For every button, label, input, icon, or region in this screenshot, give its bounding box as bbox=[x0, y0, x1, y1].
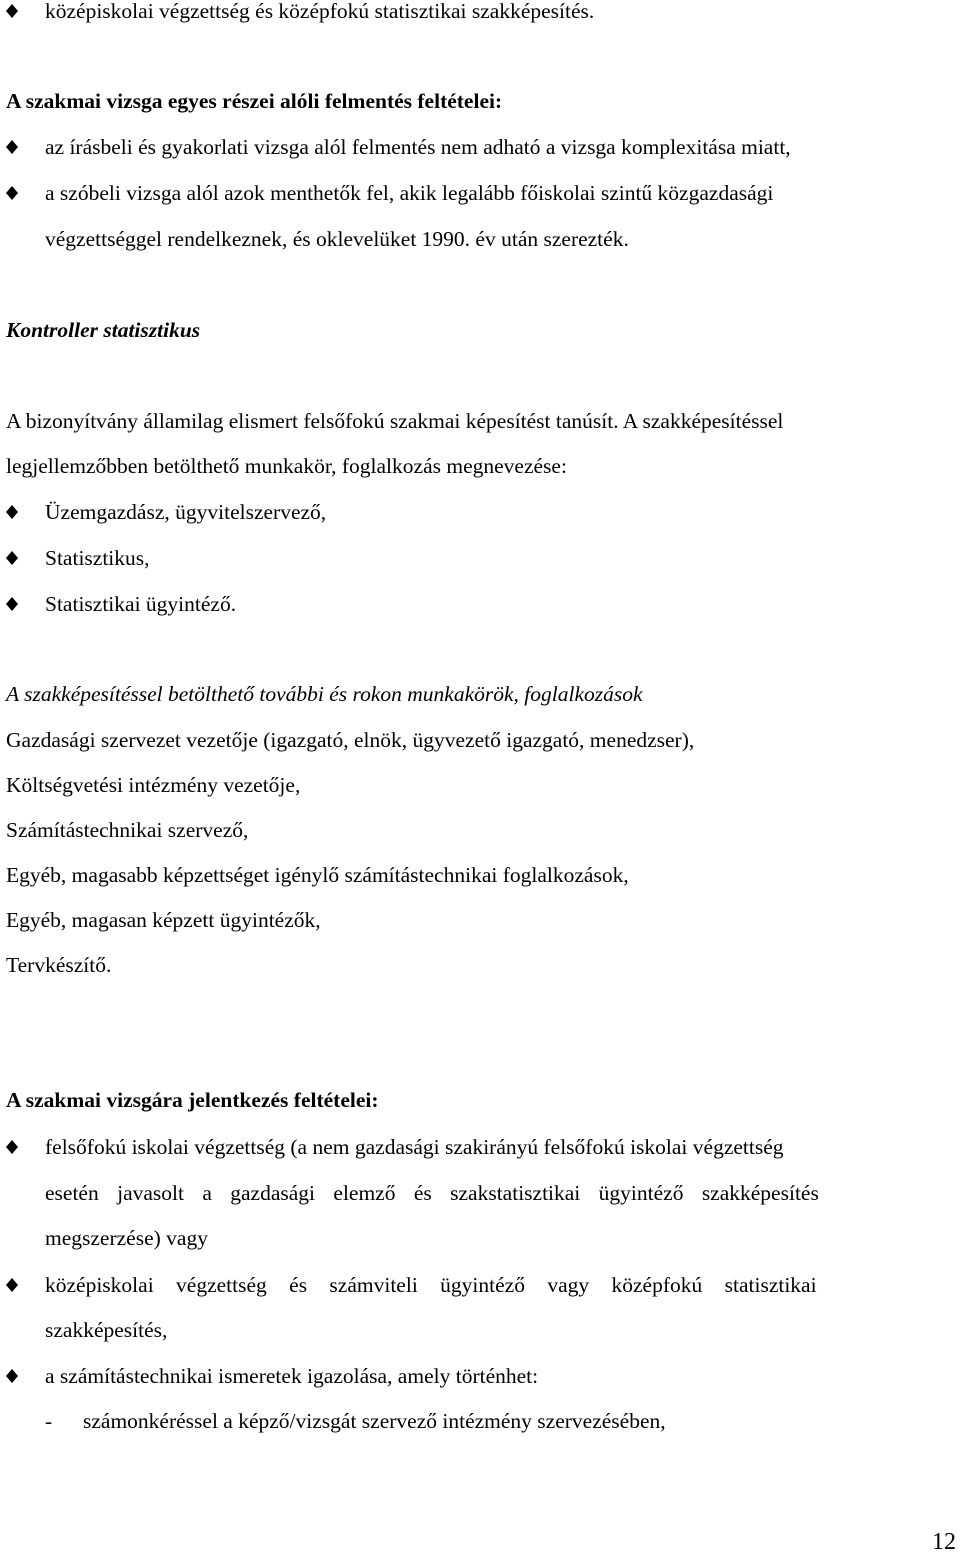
list-item-text: középiskolai végzettség és középfokú statisztikai szakképesítés. bbox=[45, 0, 595, 23]
list-item-text: Statisztikai ügyintéző. bbox=[45, 592, 237, 616]
diamond-bullet-icon bbox=[0, 178, 24, 208]
diamond-bullet-icon bbox=[0, 497, 24, 527]
list-item bbox=[0, 1361, 960, 1391]
diamond-bullet-icon bbox=[0, 543, 24, 573]
list-item-text: a szóbeli vizsga alól azok menthetők fel, akik legalább főiskolai szintű közgazdasági bbox=[45, 181, 774, 205]
list-item bbox=[0, 543, 960, 573]
list-item-continuation: megszerzése) vagy bbox=[45, 1226, 208, 1250]
list-item-text: az írásbeli és gyakorlati vizsga alól felmentés nem adható a vizsga komplexitása miatt, bbox=[45, 135, 791, 159]
list-item bbox=[0, 132, 960, 162]
list-item-continuation: végzettséggel rendelkeznek, és oklevelüket 1990. év után szerezték. bbox=[45, 227, 629, 251]
list-item-text: felsőfokú iskolai végzettség (a nem gazdasági szakirányú felsőfokú iskolai végzettség bbox=[45, 1135, 784, 1159]
section-heading: A szakmai vizsga egyes részei alóli felmentés feltételei: bbox=[6, 89, 503, 113]
list-item: Költségvetési intézmény vezetője, bbox=[6, 773, 301, 797]
paragraph-line: legjellemzőbben betölthető munkakör, foglalkozás megnevezése: bbox=[6, 454, 567, 478]
section-title: A szakképesítéssel betölthető további és rokon munkakörök, foglalkozások bbox=[6, 682, 643, 706]
diamond-bullet-icon bbox=[0, 1361, 24, 1391]
justified-text: esetén javasolt a gazdasági elemző és szakstatisztikai ügyintéző szakképesítés bbox=[45, 1181, 819, 1205]
section-heading: A szakmai vizsgára jelentkezés feltételei: bbox=[6, 1088, 379, 1112]
diamond-bullet-icon bbox=[0, 589, 24, 619]
list-item bbox=[0, 1132, 960, 1162]
diamond-bullet-icon bbox=[0, 1132, 24, 1162]
diamond-bullet-icon bbox=[0, 132, 24, 162]
list-item-continuation bbox=[45, 1178, 959, 1208]
list-item bbox=[0, 1270, 960, 1300]
list-item bbox=[0, 178, 960, 208]
dash-item-text: számonkéréssel a képző/vizsgát szervező intézmény szervezésében, bbox=[83, 1409, 666, 1433]
list-item: Számítástechnikai szervező, bbox=[6, 818, 249, 842]
dash-list-item bbox=[0, 1406, 960, 1436]
page-number: 12 bbox=[932, 1529, 956, 1555]
list-item bbox=[0, 589, 960, 619]
list-item: Egyéb, magasabb képzettséget igénylő számítástechnikai foglalkozások, bbox=[6, 863, 629, 887]
list-item bbox=[0, 0, 960, 26]
diamond-bullet-icon bbox=[0, 0, 24, 26]
paragraph-line: A bizonyítvány államilag elismert felsőfokú szakmai képesítést tanúsít. A szakképesítéssel bbox=[6, 409, 784, 433]
list-item: Egyéb, magasan képzett ügyintézők, bbox=[6, 908, 321, 932]
list-item: Tervkészítő. bbox=[6, 953, 112, 977]
list-item-continuation: szakképesítés, bbox=[45, 1318, 168, 1342]
list-item-text: Üzemgazdász, ügyvitelszervező, bbox=[45, 500, 327, 524]
section-title: Kontroller statisztikus bbox=[6, 318, 201, 342]
dash-marker: - bbox=[45, 1409, 53, 1433]
list-item: Gazdasági szervezet vezetője (igazgató, elnök, ügyvezető igazgató, menedzser), bbox=[6, 728, 695, 752]
list-item bbox=[0, 497, 960, 527]
list-item-text: Statisztikus, bbox=[45, 546, 150, 570]
list-item-text: a számítástechnikai ismeretek igazolása, amely történhet: bbox=[45, 1364, 539, 1388]
list-item-text: középiskolai végzettség és számviteli ügyintéző vagy középfokú statisztikai bbox=[45, 1273, 817, 1297]
diamond-bullet-icon bbox=[0, 1270, 24, 1300]
